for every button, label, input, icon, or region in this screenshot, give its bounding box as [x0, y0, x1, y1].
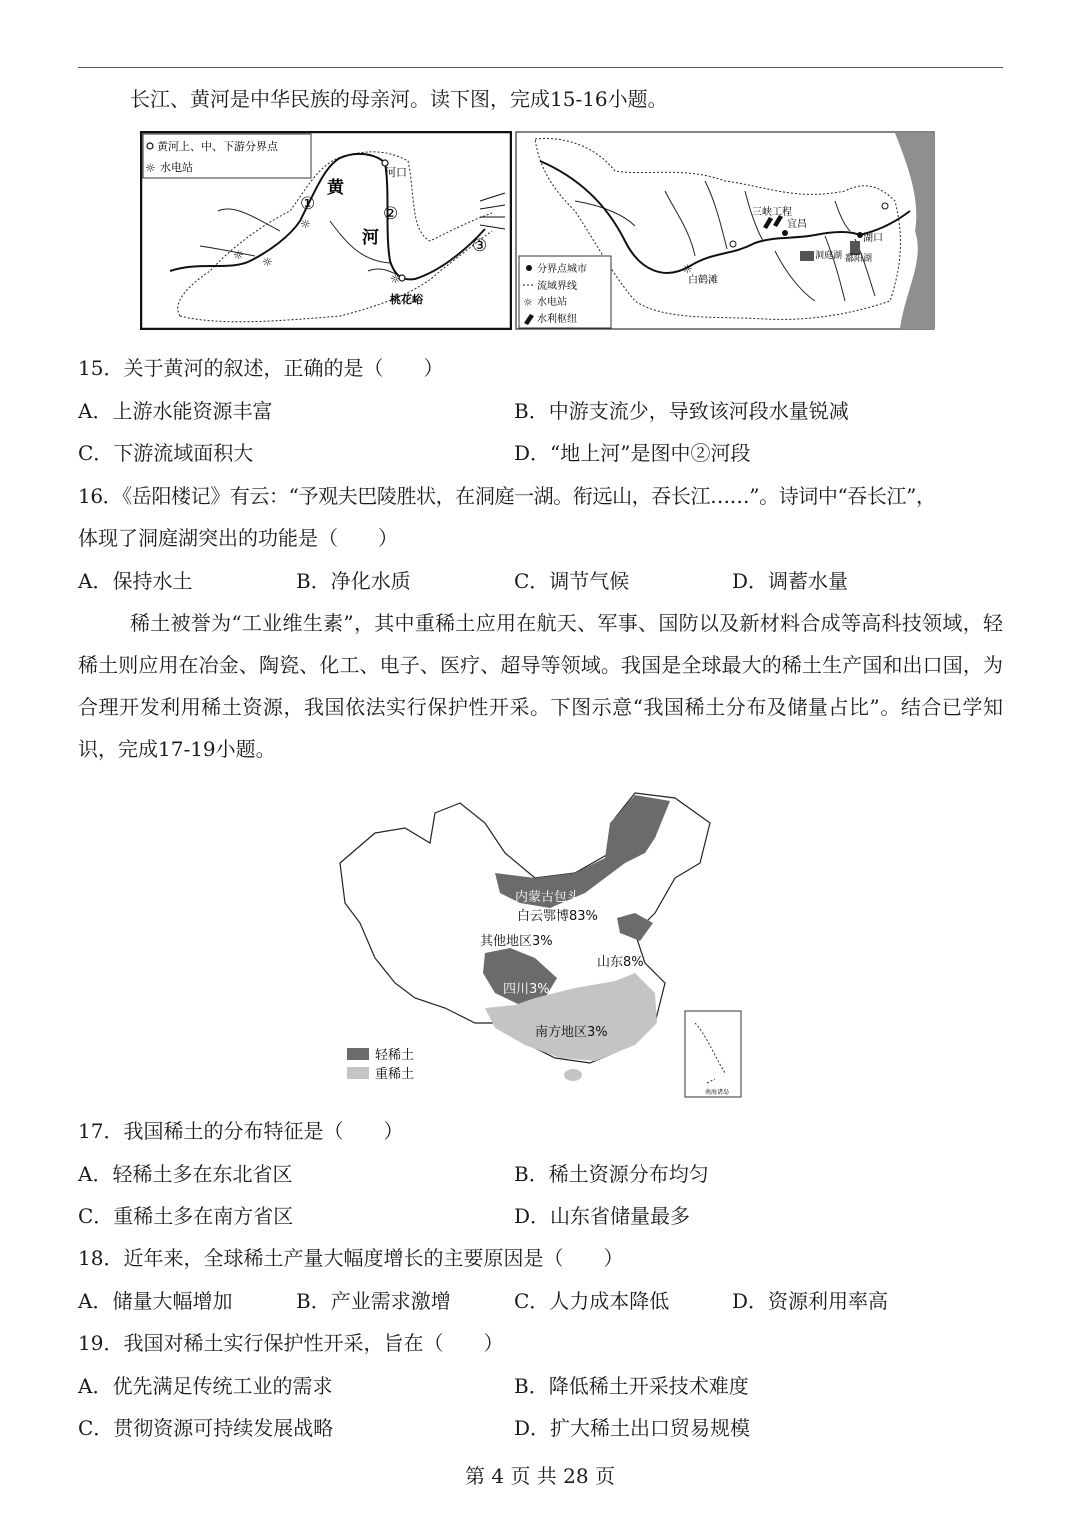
q19-stem: 19．我国对稀土实行保护性开采，旨在（ ） [78, 1331, 504, 1355]
legend-basin-label: 流域界线 [537, 281, 577, 292]
mark-2: ② [383, 204, 399, 224]
yellow-river-map [140, 131, 512, 330]
label-baihetan: 白鹤滩 [688, 275, 718, 286]
q16-stem-line2: 体现了洞庭湖突出的功能是（ ） [78, 526, 398, 550]
legend-light-label: 轻稀土 [375, 1048, 415, 1063]
label-he-1: 黄 [327, 178, 344, 198]
mark-1: ① [300, 194, 316, 214]
label-dongting: 洞庭湖 [815, 251, 843, 261]
legend-heavy-swatch [347, 1067, 369, 1079]
header-rule [78, 67, 1003, 68]
q18-stem: 18．近年来，全球稀土产量大幅度增长的主要原因是（ ） [78, 1246, 624, 1270]
q17-option-d: D．山东省储量最多 [514, 1204, 691, 1228]
q15-option-c: C．下游流域面积大 [78, 441, 254, 465]
legend-hydro-label: 水电站 [537, 297, 567, 308]
inset-label: 南海诸岛 [705, 1089, 730, 1096]
q19-option-d: D．扩大稀土出口贸易规模 [514, 1416, 751, 1440]
poyang-lake-shape [850, 241, 860, 255]
yangtze-river-map [515, 131, 935, 330]
dongting-lake-shape [800, 251, 814, 261]
legend-dam-label: 水利枢纽 [537, 314, 577, 325]
q16-option-a: A．保持水土 [78, 569, 193, 593]
label-sichuan: 四川3% [503, 982, 550, 997]
hydropower-icon: ☼ [300, 217, 311, 231]
legend-hydro-label: 水电站 [160, 161, 193, 174]
q16-option-b: B．净化水质 [296, 569, 411, 593]
q19-option-a: A．优先满足传统工业的需求 [78, 1374, 333, 1398]
intro-17-19: 稀土被誉为“工业维生素”，其中重稀土应用在航天、军事、国防以及新材料合成等高科技领域，轻稀土则应用在冶金、陶瓷、化工、电子、医疗、超导等领域。我国是全球最大的稀土生产国和出口国，为合理开发利用稀土资源，我国依法实行保护性开采。下图示意“我国稀土分布及储量占比”。结合已学知识，完成17-19小题。 [78, 611, 1003, 761]
intro-15-16: 长江、黄河是中华民族的母亲河。读下图，完成15-16小题。 [130, 87, 668, 111]
hydropower-icon: ☼ [523, 296, 533, 309]
south-china-sea-inset [685, 1011, 741, 1097]
q18-option-b: B．产业需求激增 [296, 1289, 451, 1313]
q17-option-b: B．稀土资源分布均匀 [514, 1162, 709, 1186]
city-point-icon [526, 265, 532, 271]
label-south: 南方地区3% [535, 1025, 608, 1040]
q15-option-d: D．“地上河”是图中②河段 [514, 441, 751, 465]
q15-option-a: A．上游水能资源丰富 [78, 399, 273, 423]
label-other-regions: 其他地区3% [480, 934, 553, 949]
hydropower-icon: ☼ [262, 255, 273, 269]
label-neimeng-1: 内蒙古包头 [515, 890, 581, 905]
q16-option-c: C．调节气候 [514, 569, 630, 593]
q19-option-b: B．降低稀土开采技术难度 [514, 1374, 749, 1398]
q18-option-d: D．资源利用率高 [732, 1289, 889, 1313]
q17-option-c: C．重稀土多在南方省区 [78, 1204, 294, 1228]
city-point-icon [882, 203, 888, 209]
label-hukou: 湖口 [863, 233, 883, 244]
label-taohuayu: 桃花峪 [390, 293, 423, 306]
city-point-icon [782, 230, 788, 236]
label-he-2: 河 [362, 228, 379, 248]
q16-stem-line1: 16．《岳阳楼记》有云：“予观夫巴陵胜状，在洞庭一湖。衔远山，吞长江……”。诗词中“吞长江”， [78, 484, 936, 508]
hydropower-icon: ☼ [682, 262, 693, 276]
label-shandong: 山东8% [597, 955, 644, 970]
hydropower-icon: ☼ [145, 161, 156, 175]
china-rare-earth-map [335, 783, 747, 1103]
hydropower-icon: ☼ [233, 248, 244, 262]
q18-option-c: C．人力成本降低 [514, 1289, 670, 1313]
label-hekou: 河口 [385, 166, 407, 179]
label-sanxia: 三峡工程 [752, 207, 792, 218]
q19-option-c: C．贯彻资源可持续发展战略 [78, 1416, 334, 1440]
hydropower-icon: ☼ [390, 272, 401, 286]
page-footer: 第 4 页 共 28 页 [465, 1464, 615, 1488]
label-poyang: 鄱阳湖 [845, 254, 873, 264]
hainan-island [564, 1069, 582, 1081]
q18-option-a: A．储量大幅增加 [78, 1289, 233, 1313]
legend-city-label: 分界点城市 [537, 264, 587, 275]
label-yichang: 宜昌 [787, 219, 807, 230]
legend-heavy-label: 重稀土 [375, 1067, 415, 1082]
q17-option-a: A．轻稀土多在东北省区 [78, 1162, 293, 1186]
city-point-icon [730, 241, 736, 247]
label-neimeng-2: 白云鄂博83% [517, 909, 598, 924]
q15-option-b: B．中游支流少，导致该河段水量锐减 [514, 399, 849, 423]
q16-option-d: D．调蓄水量 [732, 569, 849, 593]
q15-stem: 15．关于黄河的叙述，正确的是（ ） [78, 356, 444, 380]
mark-3: ③ [472, 236, 488, 256]
legend-boundary-label: 黄河上、中、下游分界点 [157, 140, 278, 153]
q17-stem: 17．我国稀土的分布特征是（ ） [78, 1119, 404, 1143]
legend-light-swatch [347, 1048, 369, 1060]
